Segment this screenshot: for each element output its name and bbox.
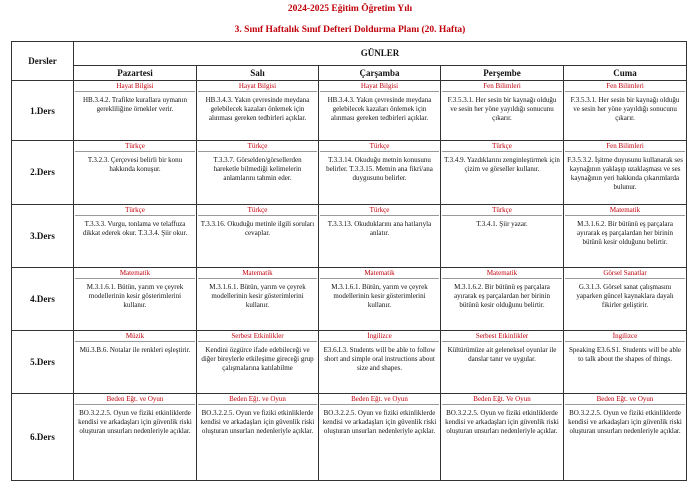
lesson-label: 5.Ders [12,330,74,393]
subject-label: Beden Eğt. Ve Oyun [442,394,562,405]
subject-label: Beden Eğt. ve Oyun [320,394,439,405]
subject-label: Fen Bilimleri [565,141,685,152]
plan-cell [319,394,441,481]
objective-text: M.3.1.6.1. Bütün, yarım ve çeyrek modellerinin kesir gösterimlerini kullanır. [331,282,428,309]
plan-cell [319,141,441,204]
objective-text: Mü.3.B.6. Notalar ile renkleri eşleştirir. [79,345,191,354]
subject-label: Beden Eğt. ve Oyun [565,394,685,405]
subject-label: Görsel Sanatlar [565,268,685,279]
objective-text: BO.3.2.2.5. Oyun ve fiziki etkinliklerde kendisi ve arkadaşları için güvenlik riski oluşturan unsurları nedenleriyle açıklar. [445,409,559,436]
objective-text: BO.3.2.2.5. Oyun ve fiziki etkinliklerde kendisi ve arkadaşları için güvenlik riski oluşturan unsurları nedenleriyle açıklar. [200,409,315,436]
subject-label: Serbest Etkinlikler [198,331,317,342]
subject-label: Matematik [75,268,195,279]
lesson-label: 2.Ders [12,141,74,204]
plan-cell [197,141,319,204]
lesson-label: 6.Ders [12,394,74,481]
objective-text: T.3.4.9. Yazdıklarını zenginleştirmek için çizim ve görseller kullanır. [444,156,560,174]
plan-cell [564,141,687,204]
objective-text: BO.3.2.2.5. Oyun ve fiziki etkinliklerde kendisi ve arkadaşları için güvenlik riski oluşturan unsurları nedenleriyle açıklar. [78,409,192,436]
plan-cell [319,81,441,141]
objective-text: Kendini özgürce ifade edebileceği ve diğer bireylerle etkileşime gireceği grup çalışmalarına katılabilme [201,345,314,372]
subject-label: Türkçe [442,205,562,216]
objective-text: Kültürümüze ait geleneksel oyunlar ile danslar tanır ve uygular. [447,345,557,363]
lesson-label: 3.Ders [12,204,74,267]
plan-cell [74,330,197,393]
objective-text: M.3.1.6.2. Bir bütünü eş parçalara ayırarak eş parçalardan her birinin bütünü kesir olduğunu belirtir. [577,219,674,246]
lesson-row [12,204,687,267]
objective-text: HB.3.4.3. Yakın çevresinde meydana gelebilecek kazaları önlemek için alınması gereken tedbirleri açıklar. [327,96,432,123]
plan-cell [74,267,197,330]
weekly-plan-table [11,41,687,481]
day-header: Cuma [564,65,687,81]
objective-text: HB.3.4.3. Yakın çevresinde meydana gelebilecek kazaları önlemek için alınması gereken tedbirleri açıklar. [205,96,310,123]
days-header: GÜNLER [74,42,687,66]
plan-cell [319,204,441,267]
subject-label: Türkçe [198,205,317,216]
subject-label: Serbest Etkinlikler [442,331,562,342]
objective-text: F.3.5.3.2. İşitme duyusunu kullanarak ses kaynağının yaklaşıp uzaklaşması ve ses kaynağının yeri hakkında çıkarımlarda bulunur. [567,156,683,192]
subject-label: Beden Eğt. ve Oyun [198,394,317,405]
day-header: Salı [197,65,319,81]
subject-label: Matematik [442,268,562,279]
plan-cell [197,330,319,393]
objective-text: T.3.4.1. Şiir yazar. [476,219,528,228]
plan-cell [441,267,564,330]
objective-text: F.3.5.3.1. Her sesin bir kaynağı olduğu ve sesin her yöne yayıldığı sonucunu çıkarır. [447,96,557,123]
objective-text: M.3.1.6.2. Bir bütünü eş parçalara ayırarak eş parçalardan her birinin bütünü kesir olduğunu belirtir. [453,282,550,309]
plan-cell [197,394,319,481]
plan-cell [564,394,687,481]
plan-cell [74,394,197,481]
plan-cell [441,204,564,267]
objective-text: T.3.3.13. Okuduklarını ana hatlarıyla anlatır. [327,219,432,237]
objective-text: T.3.3.3. Vurgu, tonlama ve telaffuza dikkat ederek okur. T.3.3.4. Şiir okur. [82,219,188,237]
day-header: Çarşamba [319,65,441,81]
plan-body [12,81,687,481]
lesson-row [12,267,687,330]
subject-label: Matematik [198,268,317,279]
plan-title: 3. Sınıf Haftalık Sınıf Defteri Doldurma Planı (20. Hafta) [234,25,466,35]
plan-cell [564,330,687,393]
subject-label: Türkçe [320,205,439,216]
objective-text: BO.3.2.2.5. Oyun ve fiziki etkinliklerde kendisi ve arkadaşları için güvenlik riski oluşturan unsurları nedenleriyle açıklar. [568,409,682,436]
plan-cell [564,267,687,330]
lesson-row [12,81,687,141]
plan-cell [197,81,319,141]
plan-cell [564,81,687,141]
subject-label: Matematik [320,268,439,279]
lesson-row [12,141,687,204]
objective-text: T.3.3.16. Okuduğu metinle ilgili soruları cevaplar. [200,219,315,237]
lesson-label: 1.Ders [12,81,74,141]
plan-cell [74,141,197,204]
objective-text: HB.3.4.2. Trafikte kurallara uymanın gerekliliğine örnekler verir. [82,96,187,114]
subject-label: İngilizce [565,331,685,342]
subject-label: Türkçe [75,141,195,152]
subject-label: Türkçe [442,141,562,152]
objective-text: Speaking E3.6.S1. Students will be able to talk about the shapes of things. [569,345,682,363]
lesson-row [12,394,687,481]
day-header: Pazartesi [74,65,197,81]
objective-text: T.3.3.14. Okuduğu metnin konusunu belirler. T.3.3.15. Metnin ana fikri/ana duygusunu belirler. [326,156,433,183]
lesson-row [12,330,687,393]
plan-cell [74,204,197,267]
objective-text: F.3.5.3.1. Her sesin bir kaynağı olduğu ve sesin her yöne yayıldığı sonucunu çıkarır. [570,96,680,123]
objective-text: T.3.2.3. Çerçevesi belirli bir konu hakkında konuşur. [87,156,183,174]
subject-label: Hayat Bilgisi [75,81,195,92]
lessons-header: Dersler [12,42,74,81]
plan-cell [197,204,319,267]
subject-label: Türkçe [198,141,317,152]
subject-label: Fen Bilimleri [565,81,685,92]
plan-cell [74,81,197,141]
plan-cell [441,330,564,393]
year-title: 2024-2025 Eğitim Öğretim Yılı [287,4,413,14]
plan-cell [441,141,564,204]
subject-label: İngilizce [320,331,439,342]
subject-label: Müzik [75,331,195,342]
plan-cell [564,204,687,267]
subject-label: Türkçe [75,205,195,216]
subject-label: Fen Bilimleri [442,81,562,92]
objective-text: BO.3.2.2.5. Oyun ve fiziki etkinliklerde kendisi ve arkadaşları için güvenlik riski oluşturan unsurları nedenleriyle açıklar. [322,409,437,436]
objective-text: M.3.1.6.1. Bütün, yarım ve çeyrek modellerinin kesir gösterimlerini kullanır. [209,282,306,309]
objective-text: T.3.3.7. Görselden/görsellerden hareketle bilmediği kelimelerin anlamlarını tahmin eder. [213,156,302,183]
subject-label: Matematik [565,205,685,216]
subject-label: Beden Eğt. ve Oyun [75,394,195,405]
lesson-label: 4.Ders [12,267,74,330]
subject-label: Hayat Bilgisi [198,81,317,92]
day-header: Perşembe [441,65,564,81]
plan-cell [441,81,564,141]
subject-label: Hayat Bilgisi [320,81,439,92]
objective-text: E3.6.L3. Students will be able to follow short and simple oral instructions about size and shapes. [323,345,436,372]
subject-label: Türkçe [320,141,439,152]
plan-cell [441,394,564,481]
plan-cell [319,267,441,330]
objective-text: M.3.1.6.1. Bütün, yarım ve çeyrek modellerinin kesir gösterimlerini kullanır. [86,282,184,309]
plan-cell [319,330,441,393]
objective-text: G.3.1.3. Görsel sanat çalışmasını yaparken güncel kaynaklara dayalı fikirler geliştirir. [576,282,674,309]
plan-cell [197,267,319,330]
